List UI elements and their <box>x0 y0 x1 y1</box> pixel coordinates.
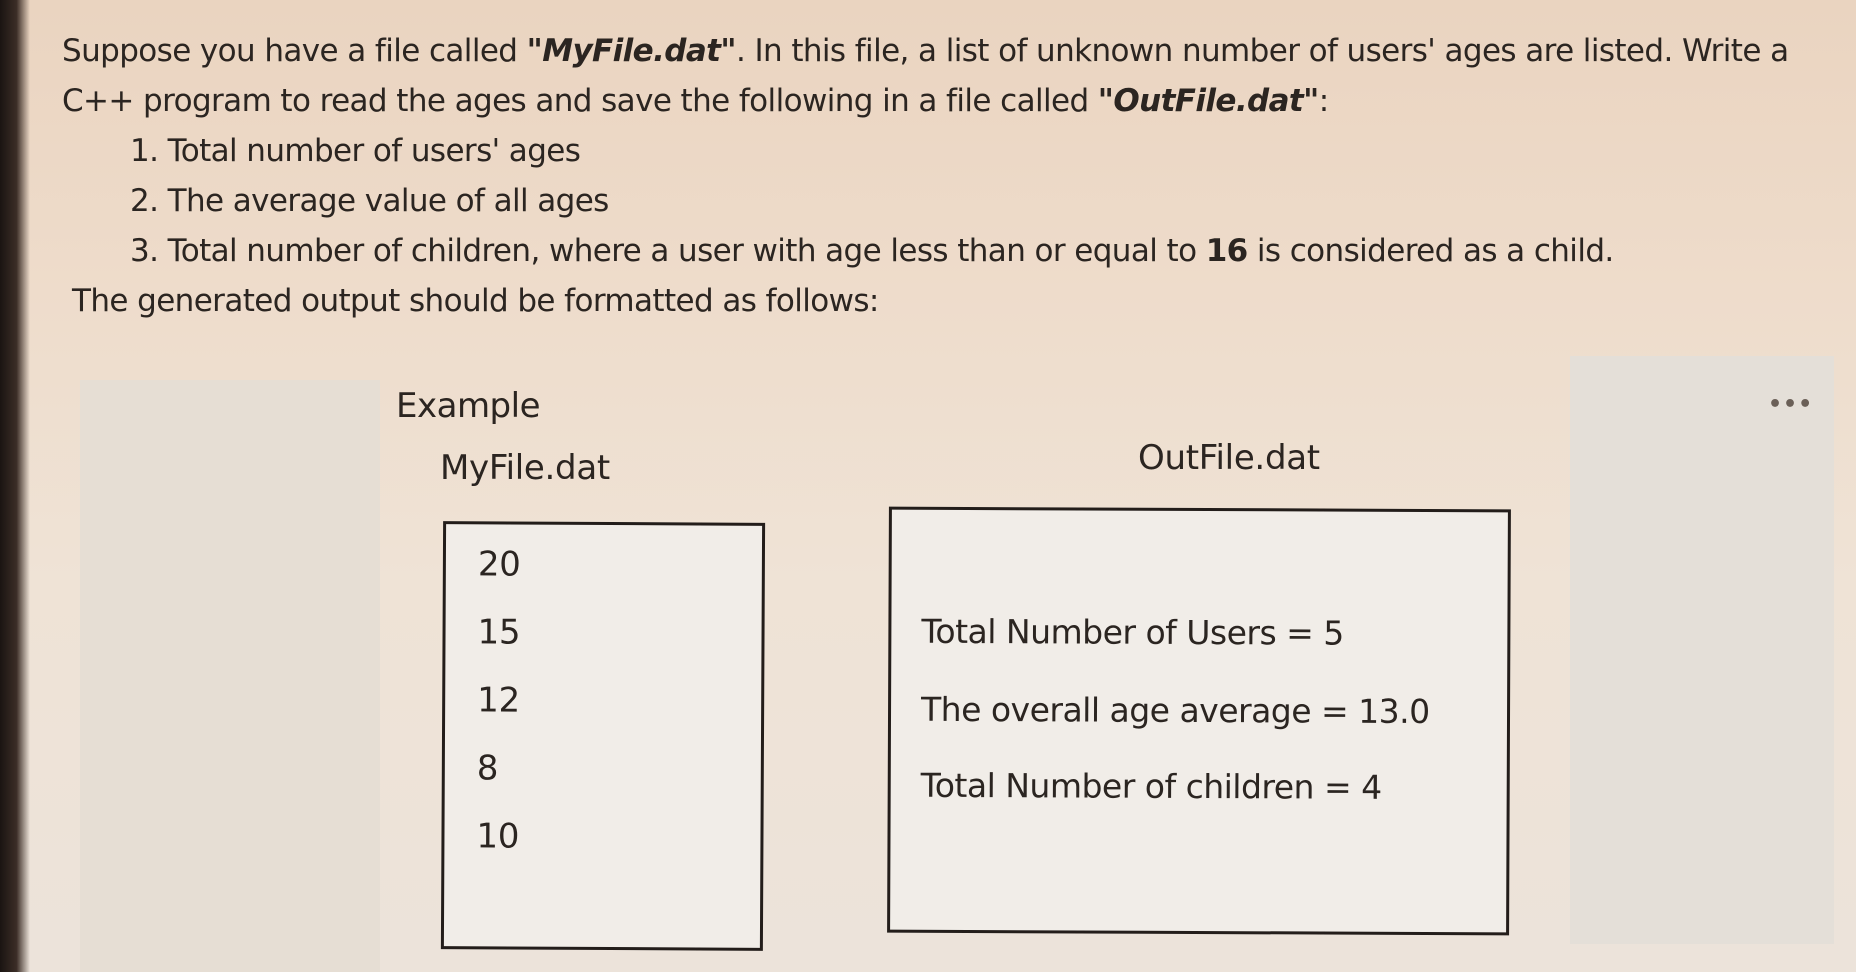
intro-text: Suppose you have a file called <box>62 33 527 69</box>
requirement-item: 2. The average value of all ages <box>130 183 609 219</box>
input-file-box <box>441 521 765 951</box>
input-filename-emphasis: "MyFile.dat" <box>526 33 736 69</box>
age-value: 15 <box>477 612 521 653</box>
intro-text-continued: . In this file, a list of unknown number of users' ages are listed. Write a C++ program to read the ages and save the following in a file called <box>62 33 1789 119</box>
example-heading: Example <box>396 386 541 426</box>
output-filename-emphasis: "OutFile.dat" <box>1097 83 1319 119</box>
age-value: 10 <box>476 816 520 857</box>
requirement-item: 1. Total number of users' ages <box>130 133 581 169</box>
right-gray-panel <box>1570 356 1834 944</box>
input-file-label: MyFile.dat <box>440 448 610 488</box>
output-line: Total Number of children = 4 <box>920 765 1382 807</box>
output-file-box <box>887 507 1511 936</box>
age-value: 12 <box>477 680 520 721</box>
output-file-label: OutFile.dat <box>1138 438 1320 478</box>
age-value: 20 <box>477 544 521 585</box>
output-line: The overall age average = 13.0 <box>920 689 1430 732</box>
problem-statement <box>62 26 1822 326</box>
requirement-3-text-end: is considered as a child. <box>1247 233 1614 269</box>
problem-intro-paragraph <box>62 26 1822 126</box>
photo-left-edge-shadow <box>0 0 30 972</box>
output-line: Total Number of Users = 5 <box>921 611 1344 653</box>
output-format-note: The generated output should be formatted as follows: <box>72 283 879 319</box>
requirements-list <box>62 126 1822 276</box>
age-value: 8 <box>476 748 499 789</box>
age-list <box>446 524 762 857</box>
intro-colon: : <box>1318 83 1329 119</box>
left-gray-panel <box>80 380 380 972</box>
output-lines <box>892 510 1508 807</box>
requirement-item <box>62 226 1822 276</box>
requirement-3-text: 3. Total number of children, where a user with age less than or equal to <box>130 233 1206 269</box>
more-options-icon[interactable]: ••• <box>1768 392 1814 417</box>
child-age-threshold: 16 <box>1205 233 1248 269</box>
